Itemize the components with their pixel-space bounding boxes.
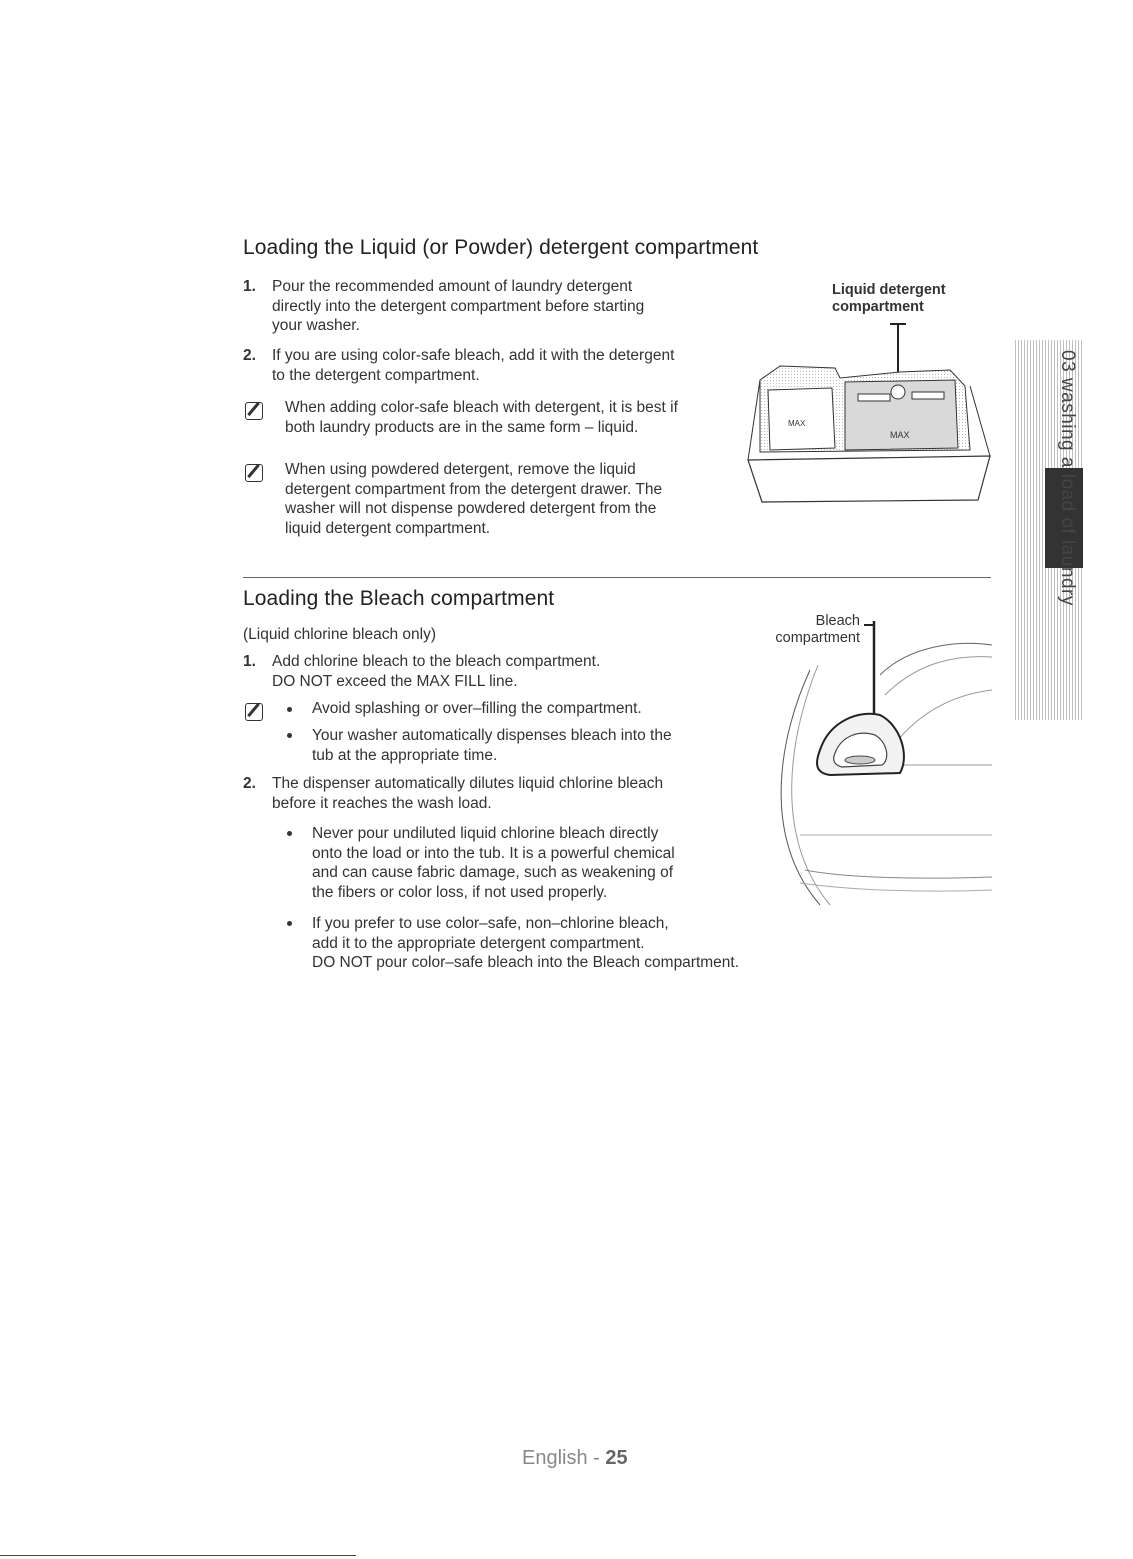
bleach-subtitle: (Liquid chlorine bleach only) [243,626,437,643]
bullet [287,707,292,712]
note-icon [245,402,263,420]
section-title-bleach: Loading the Bleach compartment [243,587,555,610]
section-title-liquid-detergent: Loading the Liquid (or Powder) detergent compartment [243,236,759,259]
scan-edge-line [0,1555,356,1556]
max-line-label: MAX [788,419,806,428]
max-line-label: MAX [890,430,910,440]
note-icon [245,464,263,482]
bullet [287,733,292,738]
chapter-side-tab-label: 03 washing a load of laundry [1057,350,1078,606]
note-icon [245,703,263,721]
detergent-drawer-illustration [740,320,1000,505]
bleach-compartment-illustration [760,615,995,910]
figure-label-bleach: Bleach compartment [775,613,860,646]
bullet [287,831,292,836]
bullet [287,921,292,926]
page-footer: English - 25 [522,1447,628,1469]
section-divider [243,577,991,578]
figure-label-liquid-detergent: Liquid detergent compartment [832,282,946,315]
